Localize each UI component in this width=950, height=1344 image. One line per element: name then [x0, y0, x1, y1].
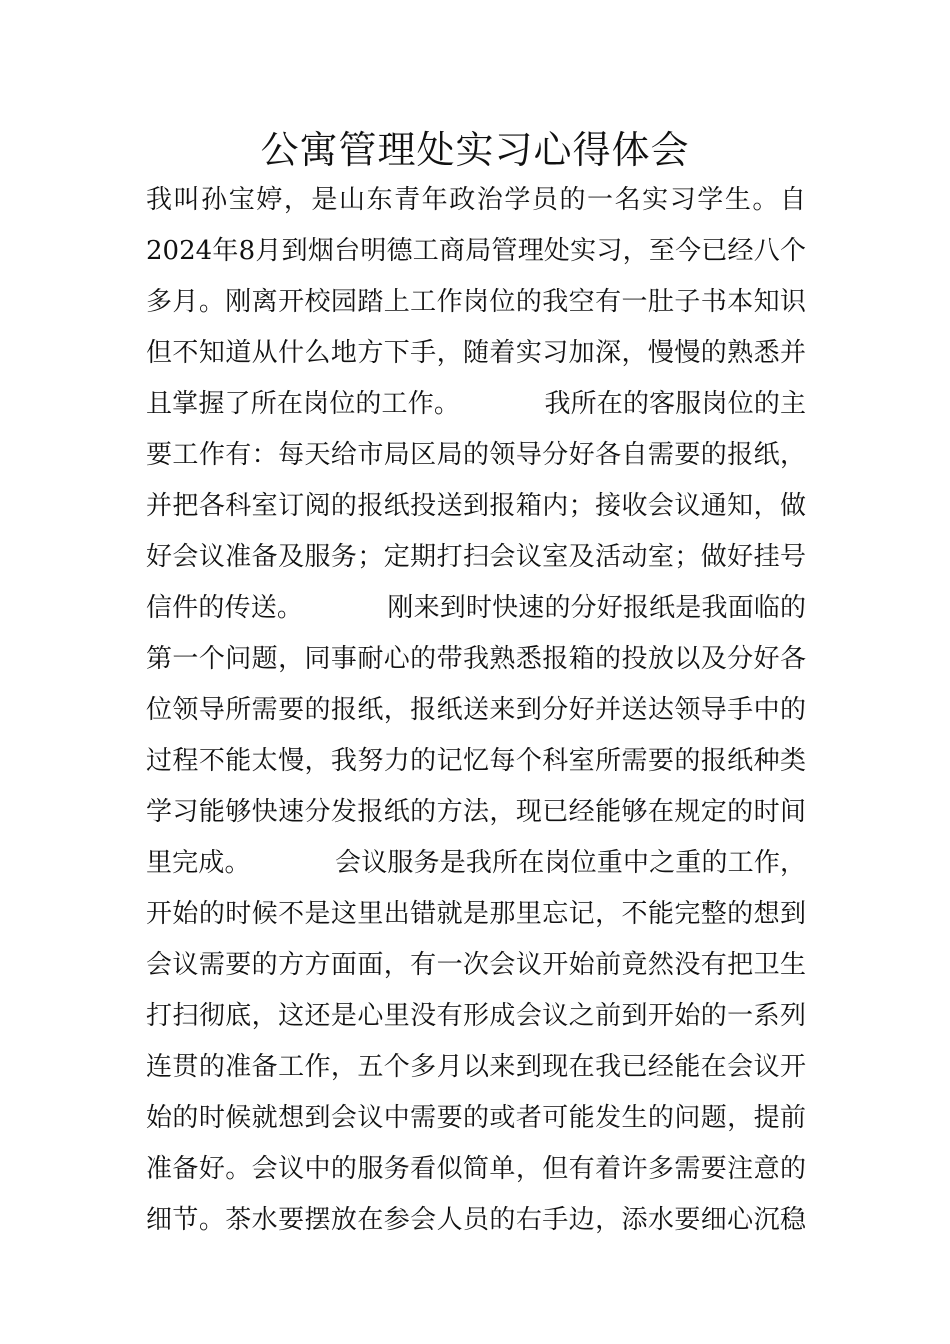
body-line: 始的时候就想到会议中需要的或者可能发生的问题，提前 — [146, 1103, 806, 1133]
body-line: 里完成。 会议服务是我所在岗位重中之重的工作， — [146, 848, 806, 878]
body-line: 多月。刚离开校园踏上工作岗位的我空有一肚子书本知识 — [146, 287, 806, 317]
body-line: 第一个问题，同事耐心的带我熟悉报箱的投放以及分好各 — [146, 644, 806, 674]
body-line: 要工作有：每天给市局区局的领导分好各自需要的报纸， — [146, 440, 806, 470]
body-line: 好会议准备及服务；定期打扫会议室及活动室；做好挂号 — [146, 542, 806, 572]
body-line: 但不知道从什么地方下手，随着实习加深，慢慢的熟悉并 — [146, 338, 806, 368]
body-line: 信件的传送。 刚来到时快速的分好报纸是我面临的 — [146, 593, 806, 623]
body-line: 并把各科室订阅的报纸投送到报箱内；接收会议通知，做 — [146, 491, 806, 521]
body-line: 学习能够快速分发报纸的方法，现已经能够在规定的时间 — [146, 797, 806, 827]
body-line: 位领导所需要的报纸，报纸送来到分好并送达领导手中的 — [146, 695, 806, 725]
body-line: 过程不能太慢，我努力的记忆每个科室所需要的报纸种类 — [146, 746, 806, 776]
body-line: 会议需要的方方面面，有一次会议开始前竟然没有把卫生 — [146, 950, 806, 980]
body-line: 准备好。会议中的服务看似简单，但有着许多需要注意的 — [146, 1154, 806, 1184]
body-line: 连贯的准备工作，五个多月以来到现在我已经能在会议开 — [146, 1052, 806, 1082]
body-line: 2024年8月到烟台明德工商局管理处实习，至今已经八个 — [146, 236, 806, 266]
body-line: 且掌握了所在岗位的工作。 我所在的客服岗位的主 — [146, 389, 806, 419]
body-line: 细节。茶水要摆放在参会人员的右手边，添水要细心沉稳 — [146, 1205, 806, 1235]
body-line: 我叫孙宝婷，是山东青年政治学员的一名实习学生。自 — [146, 185, 806, 215]
document-title: 公寓管理处实习心得体会 — [260, 128, 690, 172]
body-line: 打扫彻底，这还是心里没有形成会议之前到开始的一系列 — [146, 1001, 806, 1031]
body-line: 开始的时候不是这里出错就是那里忘记，不能完整的想到 — [146, 899, 806, 929]
document-body — [146, 175, 806, 1246]
